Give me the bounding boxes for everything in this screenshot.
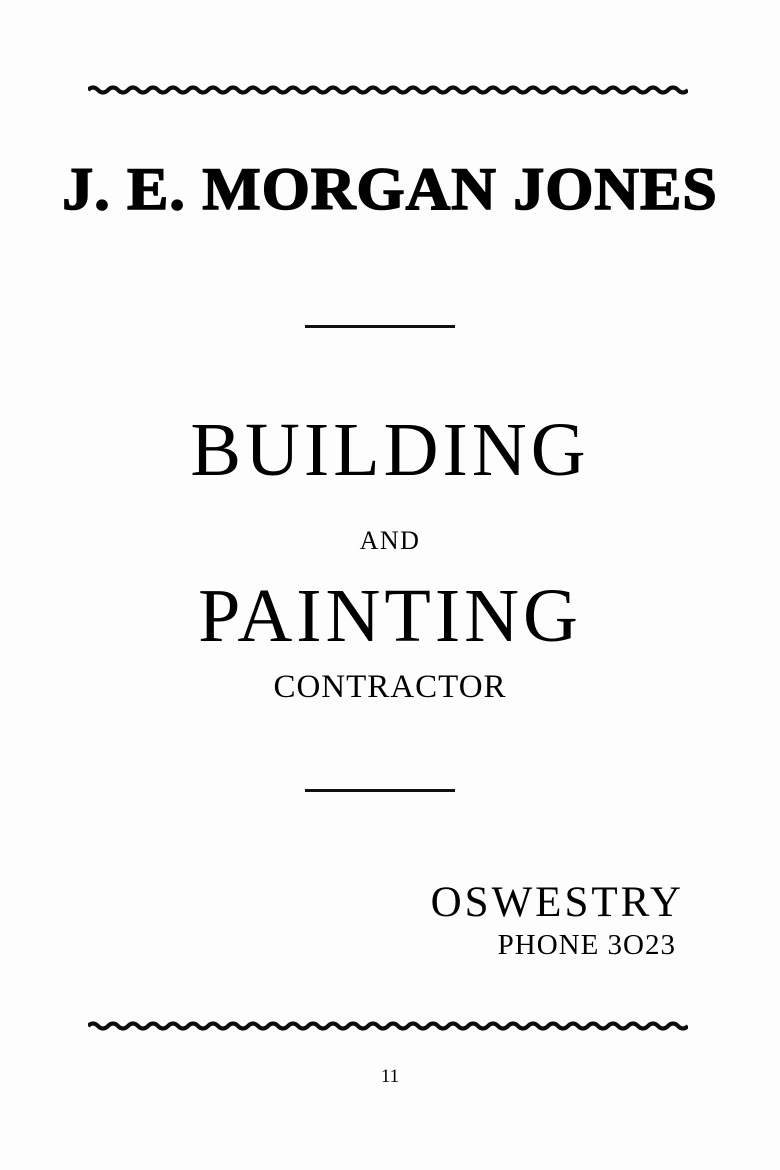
- address-block: [0, 880, 780, 962]
- phone-number: PHONE 3O23: [497, 929, 676, 962]
- service-conjunction: AND: [359, 526, 421, 555]
- page-number: 11: [380, 1066, 400, 1087]
- town-name: OSWESTRY: [430, 879, 684, 926]
- short-divider-top: [305, 325, 455, 328]
- short-divider-bottom: [305, 789, 455, 792]
- wavy-divider-bottom-icon: [88, 1020, 688, 1032]
- service-secondary: PAINTING: [198, 574, 582, 658]
- wavy-divider-top-icon: [88, 84, 688, 96]
- service-role: CONTRACTOR: [273, 669, 507, 705]
- service-primary: BUILDING: [190, 408, 590, 492]
- company-name: J. E. MORGAN JONES: [62, 156, 718, 222]
